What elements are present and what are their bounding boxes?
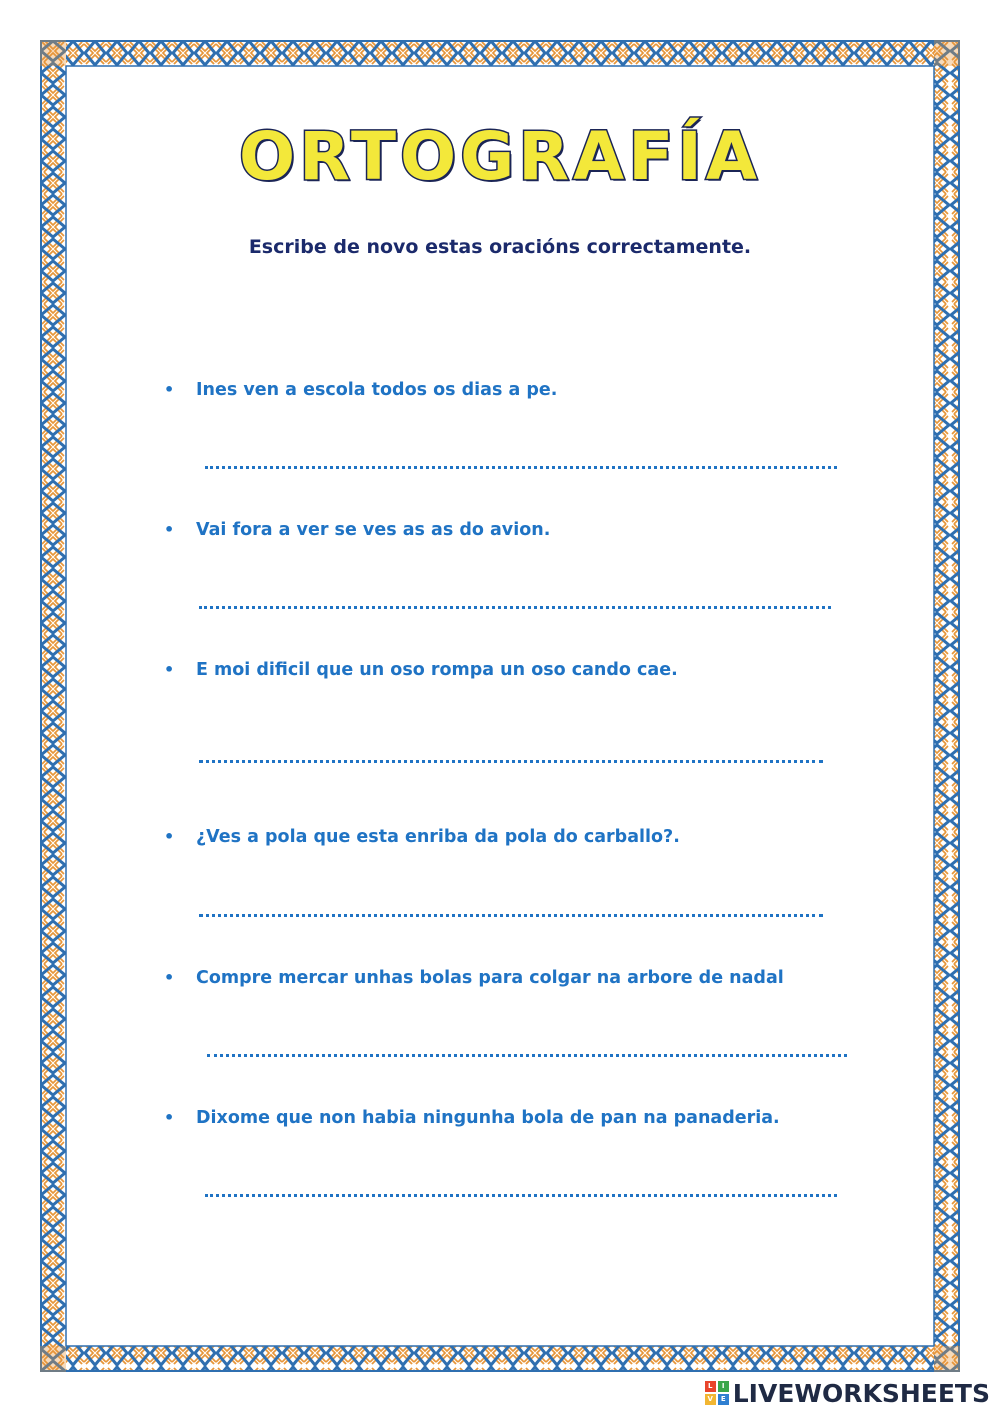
bullet-icon: • bbox=[164, 380, 175, 399]
logo-letter: L bbox=[705, 1381, 716, 1392]
exercise-item-4 bbox=[164, 827, 864, 847]
sentence-text: ¿Ves a pola que esta enriba da pola do carballo?. bbox=[196, 827, 680, 847]
logo-letter: V bbox=[705, 1394, 716, 1405]
sentence-text: Dixome que non habia ningunha bola de pan na panaderia. bbox=[196, 1108, 780, 1128]
answer-input-5[interactable] bbox=[207, 1054, 847, 1057]
logo-text: LIVEWORKSHEETS bbox=[732, 1378, 990, 1408]
answer-input-6[interactable] bbox=[205, 1194, 837, 1197]
bullet-icon: • bbox=[164, 827, 175, 846]
exercise-item-3 bbox=[164, 660, 864, 680]
answer-input-1[interactable] bbox=[205, 466, 837, 469]
bullet-icon: • bbox=[164, 520, 175, 539]
bullet-icon: • bbox=[164, 660, 175, 679]
sentence-text: E moi dificil que un oso rompa un oso cando cae. bbox=[196, 660, 678, 680]
answer-input-3[interactable] bbox=[199, 760, 823, 763]
exercise-item-6 bbox=[164, 1108, 864, 1128]
sentence-text: Ines ven a escola todos os dias a pe. bbox=[196, 380, 558, 400]
exercise-sentence bbox=[164, 827, 864, 847]
sentence-text: Compre mercar unhas bolas para colgar na arbore de nadal bbox=[196, 968, 784, 988]
liveworksheets-logo[interactable] bbox=[705, 1379, 990, 1407]
bullet-icon: • bbox=[164, 1108, 175, 1127]
logo-mark-icon bbox=[705, 1381, 729, 1405]
bullet-icon: • bbox=[164, 968, 175, 987]
exercise-item-2 bbox=[164, 520, 864, 540]
instruction-text: Escribe de novo estas oracións correctamente. bbox=[248, 236, 752, 258]
exercise-sentence bbox=[164, 520, 864, 540]
logo-letter: I bbox=[718, 1381, 729, 1392]
exercise-sentence bbox=[164, 380, 864, 400]
logo-letter: E bbox=[718, 1394, 729, 1405]
exercise-sentence bbox=[164, 660, 864, 680]
exercise-sentence bbox=[164, 968, 864, 988]
answer-input-2[interactable] bbox=[199, 606, 831, 609]
exercise-item-1 bbox=[164, 380, 864, 400]
exercise-sentence bbox=[164, 1108, 864, 1128]
exercise-item-5 bbox=[164, 968, 864, 988]
sentence-text: Vai fora a ver se ves as as do avion. bbox=[196, 520, 551, 540]
answer-input-4[interactable] bbox=[199, 914, 823, 917]
worksheet-title: ORTOGRAFÍA bbox=[239, 118, 761, 195]
